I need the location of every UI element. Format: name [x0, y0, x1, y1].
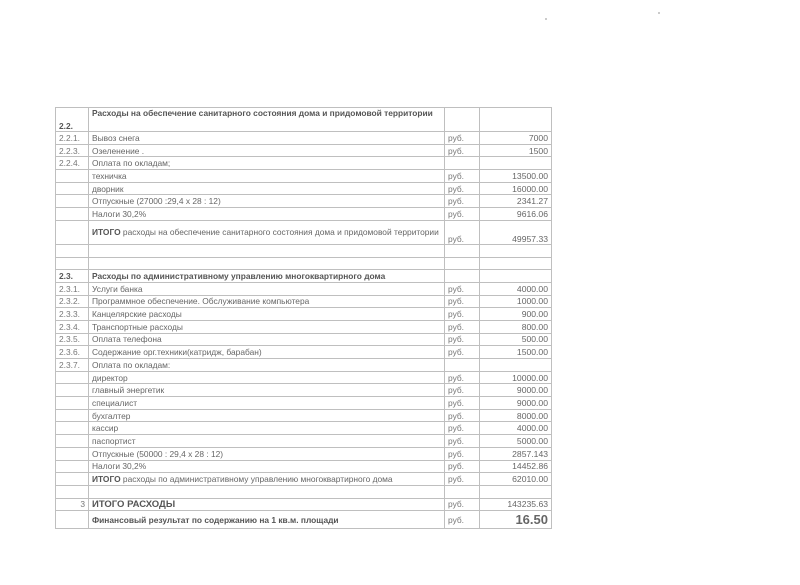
amount: 5000.00 — [480, 435, 552, 448]
amount: 16.50 — [480, 511, 552, 529]
row-number — [56, 170, 89, 183]
unit: руб. — [445, 208, 480, 221]
row-description — [89, 282, 445, 295]
row-number: 3 — [56, 498, 89, 511]
row-description — [89, 308, 445, 321]
amount: 8000.00 — [480, 409, 552, 422]
amount: 800.00 — [480, 320, 552, 333]
table-row — [56, 282, 552, 295]
table-row — [56, 157, 552, 170]
unit: руб. — [445, 220, 480, 244]
description-text: Налоги 30,2% — [92, 461, 147, 472]
description-text: Вывоз снега — [92, 132, 140, 143]
description-text: Расходы по административному управлению многоквартирного дома — [92, 271, 386, 282]
amount: 7000 — [480, 132, 552, 145]
row-number: 2.2.3. — [56, 144, 89, 157]
table-row — [56, 346, 552, 359]
description-text: Оплата по окладам; — [92, 158, 171, 169]
description-text: дворник — [92, 183, 124, 194]
row-number — [56, 485, 89, 498]
table-row — [56, 220, 552, 244]
unit: руб. — [445, 346, 480, 359]
unit: руб. — [445, 460, 480, 473]
table-row — [56, 132, 552, 145]
amount: 4000.00 — [480, 422, 552, 435]
description-text: Озеленение . — [92, 145, 145, 156]
description-text: Содержание орг.техники(катридж, барабан) — [92, 347, 262, 358]
row-number — [56, 511, 89, 529]
unit: руб. — [445, 422, 480, 435]
row-description — [89, 220, 445, 244]
unit: руб. — [445, 195, 480, 208]
row-number — [56, 384, 89, 397]
row-description — [89, 208, 445, 221]
unit — [445, 108, 480, 132]
table-row — [56, 435, 552, 448]
table-row — [56, 333, 552, 346]
description-text: кассир — [92, 423, 119, 434]
unit: руб. — [445, 511, 480, 529]
row-description — [89, 485, 445, 498]
row-description — [89, 498, 445, 511]
unit: руб. — [445, 170, 480, 183]
amount: 1500.00 — [480, 346, 552, 359]
row-number — [56, 473, 89, 486]
unit: руб. — [445, 435, 480, 448]
table-row — [56, 208, 552, 221]
unit — [445, 270, 480, 283]
description-text: бухгалтер — [92, 410, 131, 421]
row-description — [89, 170, 445, 183]
unit — [445, 257, 480, 270]
amount: 2857.143 — [480, 447, 552, 460]
description-text: паспортист — [92, 435, 136, 446]
row-description — [89, 473, 445, 486]
row-description — [89, 371, 445, 384]
description-text: Налоги 30,2% — [92, 208, 147, 219]
row-number: 2.3.5. — [56, 333, 89, 346]
unit — [445, 485, 480, 498]
row-number — [56, 409, 89, 422]
table-row — [56, 195, 552, 208]
description-text: Оплата телефона — [92, 334, 162, 345]
row-description — [89, 359, 445, 372]
expenses-table — [55, 107, 552, 529]
table-row — [56, 182, 552, 195]
amount: 143235.63 — [480, 498, 552, 511]
row-number: 2.2.1. — [56, 132, 89, 145]
amount: 1000.00 — [480, 295, 552, 308]
description-text: Программное обеспечение. Обслуживание компьютера — [92, 296, 310, 307]
table-row — [56, 473, 552, 486]
unit: руб. — [445, 295, 480, 308]
table-row — [56, 359, 552, 372]
amount: 62010.00 — [480, 473, 552, 486]
unit: руб. — [445, 333, 480, 346]
row-number — [56, 182, 89, 195]
amount: 1500 — [480, 144, 552, 157]
description-text: Отпускные (27000 :29,4 х 28 : 12) — [92, 196, 221, 207]
table-row — [56, 144, 552, 157]
row-description — [89, 511, 445, 529]
row-number — [56, 435, 89, 448]
row-number — [56, 447, 89, 460]
table-row — [56, 409, 552, 422]
row-number: 2.2.4. — [56, 157, 89, 170]
row-description — [89, 182, 445, 195]
table-row — [56, 170, 552, 183]
row-number: 2.3.3. — [56, 308, 89, 321]
row-number: 2.3. — [56, 270, 89, 283]
table-row — [56, 295, 552, 308]
amount — [480, 244, 552, 257]
unit: руб. — [445, 447, 480, 460]
amount: 10000.00 — [480, 371, 552, 384]
amount: 500.00 — [480, 333, 552, 346]
table-row — [56, 460, 552, 473]
row-number — [56, 460, 89, 473]
row-description — [89, 244, 445, 257]
amount — [480, 257, 552, 270]
table-row — [56, 257, 552, 270]
description-text: ИТОГО РАСХОДЫ — [92, 498, 176, 510]
table-row — [56, 244, 552, 257]
row-description — [89, 320, 445, 333]
amount: 49957.33 — [480, 220, 552, 244]
unit: руб. — [445, 473, 480, 486]
row-description — [89, 257, 445, 270]
scan-speck — [658, 12, 660, 14]
row-number — [56, 257, 89, 270]
description-text: Транспортные расходы — [92, 321, 183, 332]
unit: руб. — [445, 397, 480, 410]
description-text: Расходы на обеспечение санитарного состояния дома и придомовой территории — [92, 108, 433, 118]
amount: 14452.86 — [480, 460, 552, 473]
unit: руб. — [445, 320, 480, 333]
table-row — [56, 485, 552, 498]
table-row — [56, 384, 552, 397]
unit: руб. — [445, 182, 480, 195]
row-description — [89, 157, 445, 170]
row-description — [89, 422, 445, 435]
unit: руб. — [445, 132, 480, 145]
row-number: 2.3.7. — [56, 359, 89, 372]
amount: 900.00 — [480, 308, 552, 321]
row-description — [89, 132, 445, 145]
row-description — [89, 460, 445, 473]
unit — [445, 157, 480, 170]
total-label: ИТОГО — [92, 474, 121, 485]
description-text: Отпускные (50000 : 29,4 х 28 : 12) — [92, 448, 224, 459]
unit — [445, 244, 480, 257]
amount — [480, 485, 552, 498]
row-description — [89, 195, 445, 208]
unit: руб. — [445, 308, 480, 321]
amount: 13500.00 — [480, 170, 552, 183]
row-number: 2.3.2. — [56, 295, 89, 308]
amount: 2341.27 — [480, 195, 552, 208]
table-row — [56, 108, 552, 132]
description-text: Финансовый результат по содержанию на 1 кв.м. площади — [92, 514, 339, 525]
description-text: специалист — [92, 397, 138, 408]
description-text: техничка — [92, 170, 127, 181]
description-text: Оплата по окладам: — [92, 359, 171, 370]
amount — [480, 270, 552, 283]
table-row — [56, 320, 552, 333]
row-description — [89, 447, 445, 460]
row-description — [89, 346, 445, 359]
total-label: ИТОГО — [92, 227, 121, 238]
table-row — [56, 498, 552, 511]
amount — [480, 157, 552, 170]
unit: руб. — [445, 282, 480, 295]
table-row — [56, 397, 552, 410]
row-description — [89, 435, 445, 448]
row-number: 2.3.6. — [56, 346, 89, 359]
description-text: Канцелярские расходы — [92, 309, 182, 320]
row-description — [89, 333, 445, 346]
table-row — [56, 447, 552, 460]
amount: 4000.00 — [480, 282, 552, 295]
amount — [480, 359, 552, 372]
description-text: главный энергетик — [92, 385, 165, 396]
amount: 16000.00 — [480, 182, 552, 195]
row-number — [56, 244, 89, 257]
unit — [445, 359, 480, 372]
scan-speck — [545, 18, 547, 20]
table-row — [56, 308, 552, 321]
table-row — [56, 270, 552, 283]
row-number — [56, 422, 89, 435]
table-row — [56, 371, 552, 384]
amount: 9000.00 — [480, 384, 552, 397]
row-number: 2.3.4. — [56, 320, 89, 333]
unit: руб. — [445, 371, 480, 384]
table-row — [56, 422, 552, 435]
unit: руб. — [445, 409, 480, 422]
row-number: 2.3.1. — [56, 282, 89, 295]
row-description — [89, 384, 445, 397]
row-number — [56, 371, 89, 384]
row-description — [89, 397, 445, 410]
row-description — [89, 409, 445, 422]
description-text: директор — [92, 372, 128, 383]
row-description — [89, 270, 445, 283]
unit: руб. — [445, 384, 480, 397]
row-number — [56, 220, 89, 244]
description-text: Услуги банка — [92, 283, 143, 294]
amount — [480, 108, 552, 132]
amount: 9616.06 — [480, 208, 552, 221]
table-row — [56, 511, 552, 529]
row-number: 2.2. — [56, 108, 89, 132]
description-text: расходы на обеспечение санитарного состояния дома и придомовой территории — [120, 227, 439, 238]
unit: руб. — [445, 144, 480, 157]
row-number — [56, 397, 89, 410]
row-description — [89, 295, 445, 308]
row-description — [89, 108, 445, 132]
amount: 9000.00 — [480, 397, 552, 410]
row-number — [56, 208, 89, 221]
unit: руб. — [445, 498, 480, 511]
row-number — [56, 195, 89, 208]
description-text: расходы по административному управлению многоквартирного дома — [120, 474, 393, 485]
row-description — [89, 144, 445, 157]
